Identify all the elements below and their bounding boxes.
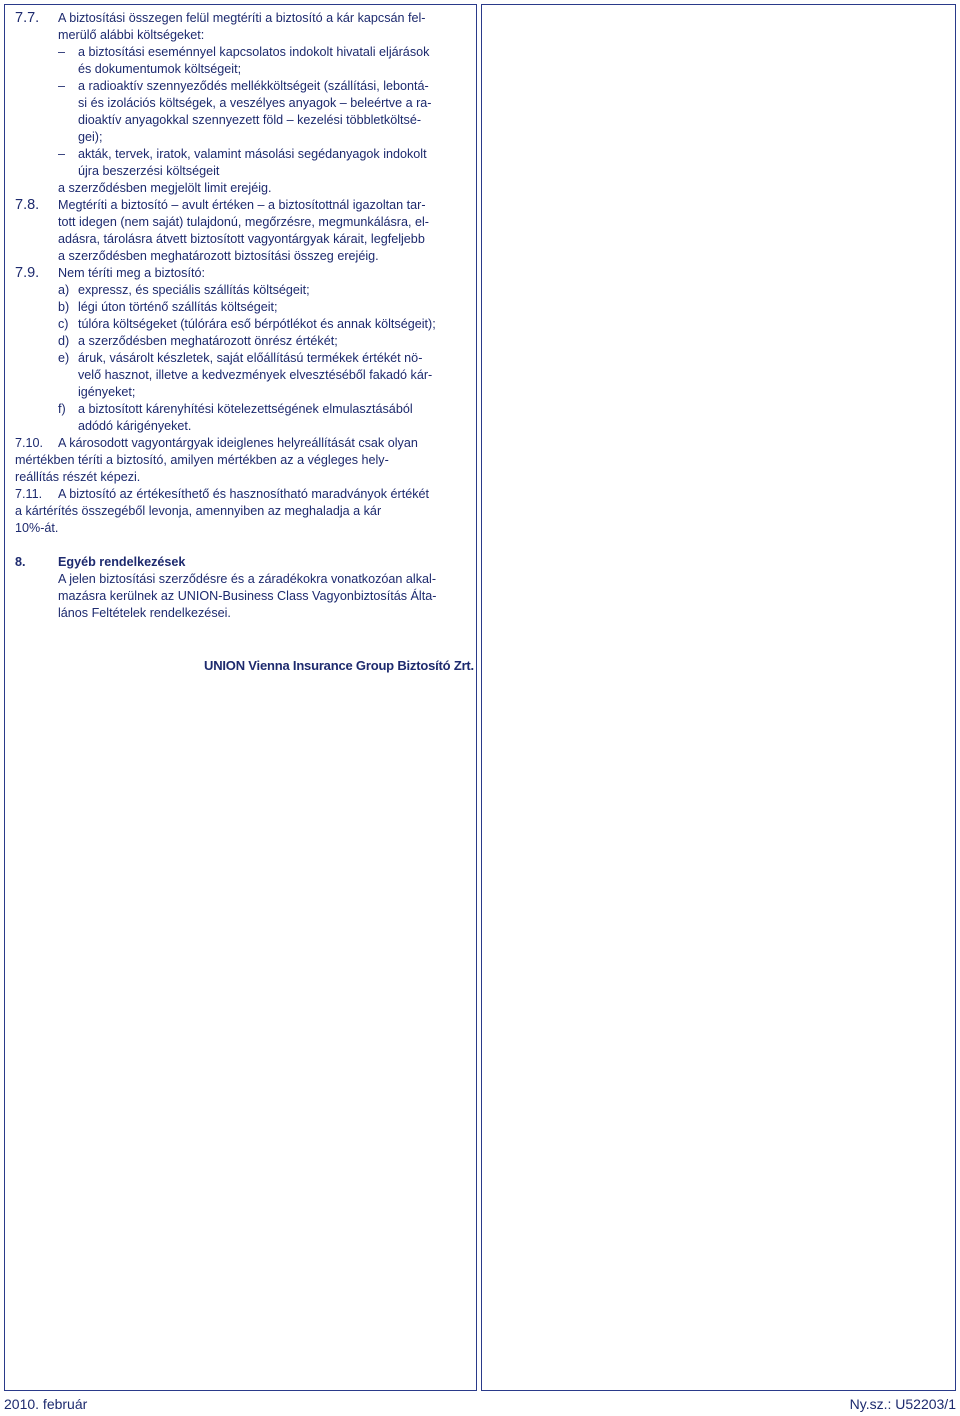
text-line: a szerződésben meghatározott önrész értékét; (78, 334, 338, 348)
text-line: expressz, és speciális szállítás költségeit; (78, 283, 310, 297)
text-line: mértékben téríti a biztosító, amilyen mértékben az a végleges hely- (15, 453, 389, 467)
item-label: d) (58, 334, 70, 348)
list-item (58, 350, 465, 401)
item-label: f) (58, 402, 66, 416)
footer-date: 2010. február (4, 1396, 88, 1412)
text-line: gei); (78, 130, 103, 144)
section-number: 7.9. (15, 265, 40, 281)
item-label: c) (58, 317, 69, 331)
dash-bullet: – (58, 79, 66, 93)
list-item (58, 78, 465, 146)
text-line: és dokumentumok költségeit; (78, 62, 242, 76)
section-title: Egyéb rendelkezések (58, 555, 186, 569)
text-line: a szerződésben megjelölt limit erejéig. (58, 181, 272, 195)
text-line: reállítás részét képezi. (15, 470, 141, 484)
item-label: e) (58, 351, 70, 365)
company-signature: UNION Vienna Insurance Group Biztosító Zrt. (204, 658, 474, 673)
list-item (58, 44, 465, 78)
text-line: merülő alábbi költségeket: (58, 28, 205, 42)
text-line: 10%-át. (15, 521, 59, 535)
section-8 (15, 554, 465, 622)
section-7-11 (15, 486, 465, 503)
section-number: 7.11. (15, 487, 43, 501)
dash-bullet: – (58, 45, 66, 59)
text-line: a kártérítés összegéből levonja, amennyiben az meghaladja a kár (15, 504, 382, 518)
text-line: légi úton történő szállítás költségeit; (78, 300, 278, 314)
list-item (58, 299, 465, 316)
text-line: velő hasznot, illetve a kedvezmények elvesztéséből fakadó kár- (78, 368, 433, 382)
section-7-7 (15, 10, 465, 197)
section-7-9 (15, 265, 465, 435)
text-line: dioaktív anyagokkal szennyezett föld – kezelési többletköltsé- (78, 113, 422, 127)
section-number: 8. (15, 555, 26, 569)
text-line: A biztosítási összegen felül megtéríti a biztosító a kár kapcsán fel- (58, 11, 426, 25)
list-item (58, 401, 465, 435)
text-line: áruk, vásárolt készletek, saját előállítású termékek értékét nö- (78, 351, 423, 365)
list-item (58, 282, 465, 299)
text-line: A jelen biztosítási szerződésre és a záradékokra vonatkozóan alkal- (58, 572, 437, 586)
text-line: a radioaktív szennyeződés mellékköltségeit (szállítási, lebontá- (78, 79, 429, 93)
item-label: a) (58, 283, 70, 297)
text-line: adásra, tárolásra átvett biztosított vagyontárgyak kárait, legfeljebb (58, 232, 425, 246)
section-number: 7.7. (15, 10, 40, 26)
text-line: igényeket; (78, 385, 136, 399)
section-7-8 (15, 197, 465, 265)
text-line: A biztosító az értékesíthető és hasznosítható maradványok értékét (58, 487, 430, 501)
text-line: túlóra költségeket (túlórára eső bérpótlékot és annak költségeit); (78, 317, 436, 331)
section-number: 7.10. (15, 436, 44, 450)
section-7-10-continuation (15, 452, 465, 486)
text-line: adódó kárigényeket. (78, 419, 192, 433)
right-column-frame (481, 4, 956, 1391)
dash-bullet: – (58, 147, 66, 161)
section-number: 7.8. (15, 197, 40, 213)
section-7-11-continuation (15, 503, 465, 537)
text-line: si és izolációs költségek, a veszélyes anyagok – beleértve a ra- (78, 96, 432, 110)
document-body (15, 10, 465, 622)
text-line: Nem téríti meg a biztosító: (58, 266, 205, 280)
footer-document-code: Ny.sz.: U52203/1 (849, 1396, 956, 1412)
text-line: A károsodott vagyontárgyak ideiglenes helyreállítását csak olyan (58, 436, 418, 450)
text-line: tott idegen (nem saját) tulajdonú, megőrzésre, megmunkálásra, el- (58, 215, 429, 229)
text-line: a biztosítási eseménnyel kapcsolatos indokolt hivatali eljárások (78, 45, 430, 59)
list-item (58, 333, 465, 350)
text-line: akták, tervek, iratok, valamint másolási segédanyagok indokolt (78, 147, 427, 161)
text-line: a szerződésben meghatározott biztosítási összeg erejéig. (58, 249, 379, 263)
text-line: a biztosított kárenyhítési kötelezettségének elmulasztásából (78, 402, 413, 416)
text-line: mazásra kerülnek az UNION-Business Class Vagyonbiztosítás Álta- (58, 589, 437, 603)
spacer (15, 537, 465, 554)
text-line: újra beszerzési költségeit (78, 164, 220, 178)
text-line: lános Feltételek rendelkezései. (58, 606, 231, 620)
text-line: Megtéríti a biztosító – avult értéken – a biztosítottnál igazoltan tar- (58, 198, 426, 212)
list-item (58, 316, 465, 333)
list-item (58, 146, 465, 180)
item-label: b) (58, 300, 70, 314)
section-7-10 (15, 435, 465, 452)
